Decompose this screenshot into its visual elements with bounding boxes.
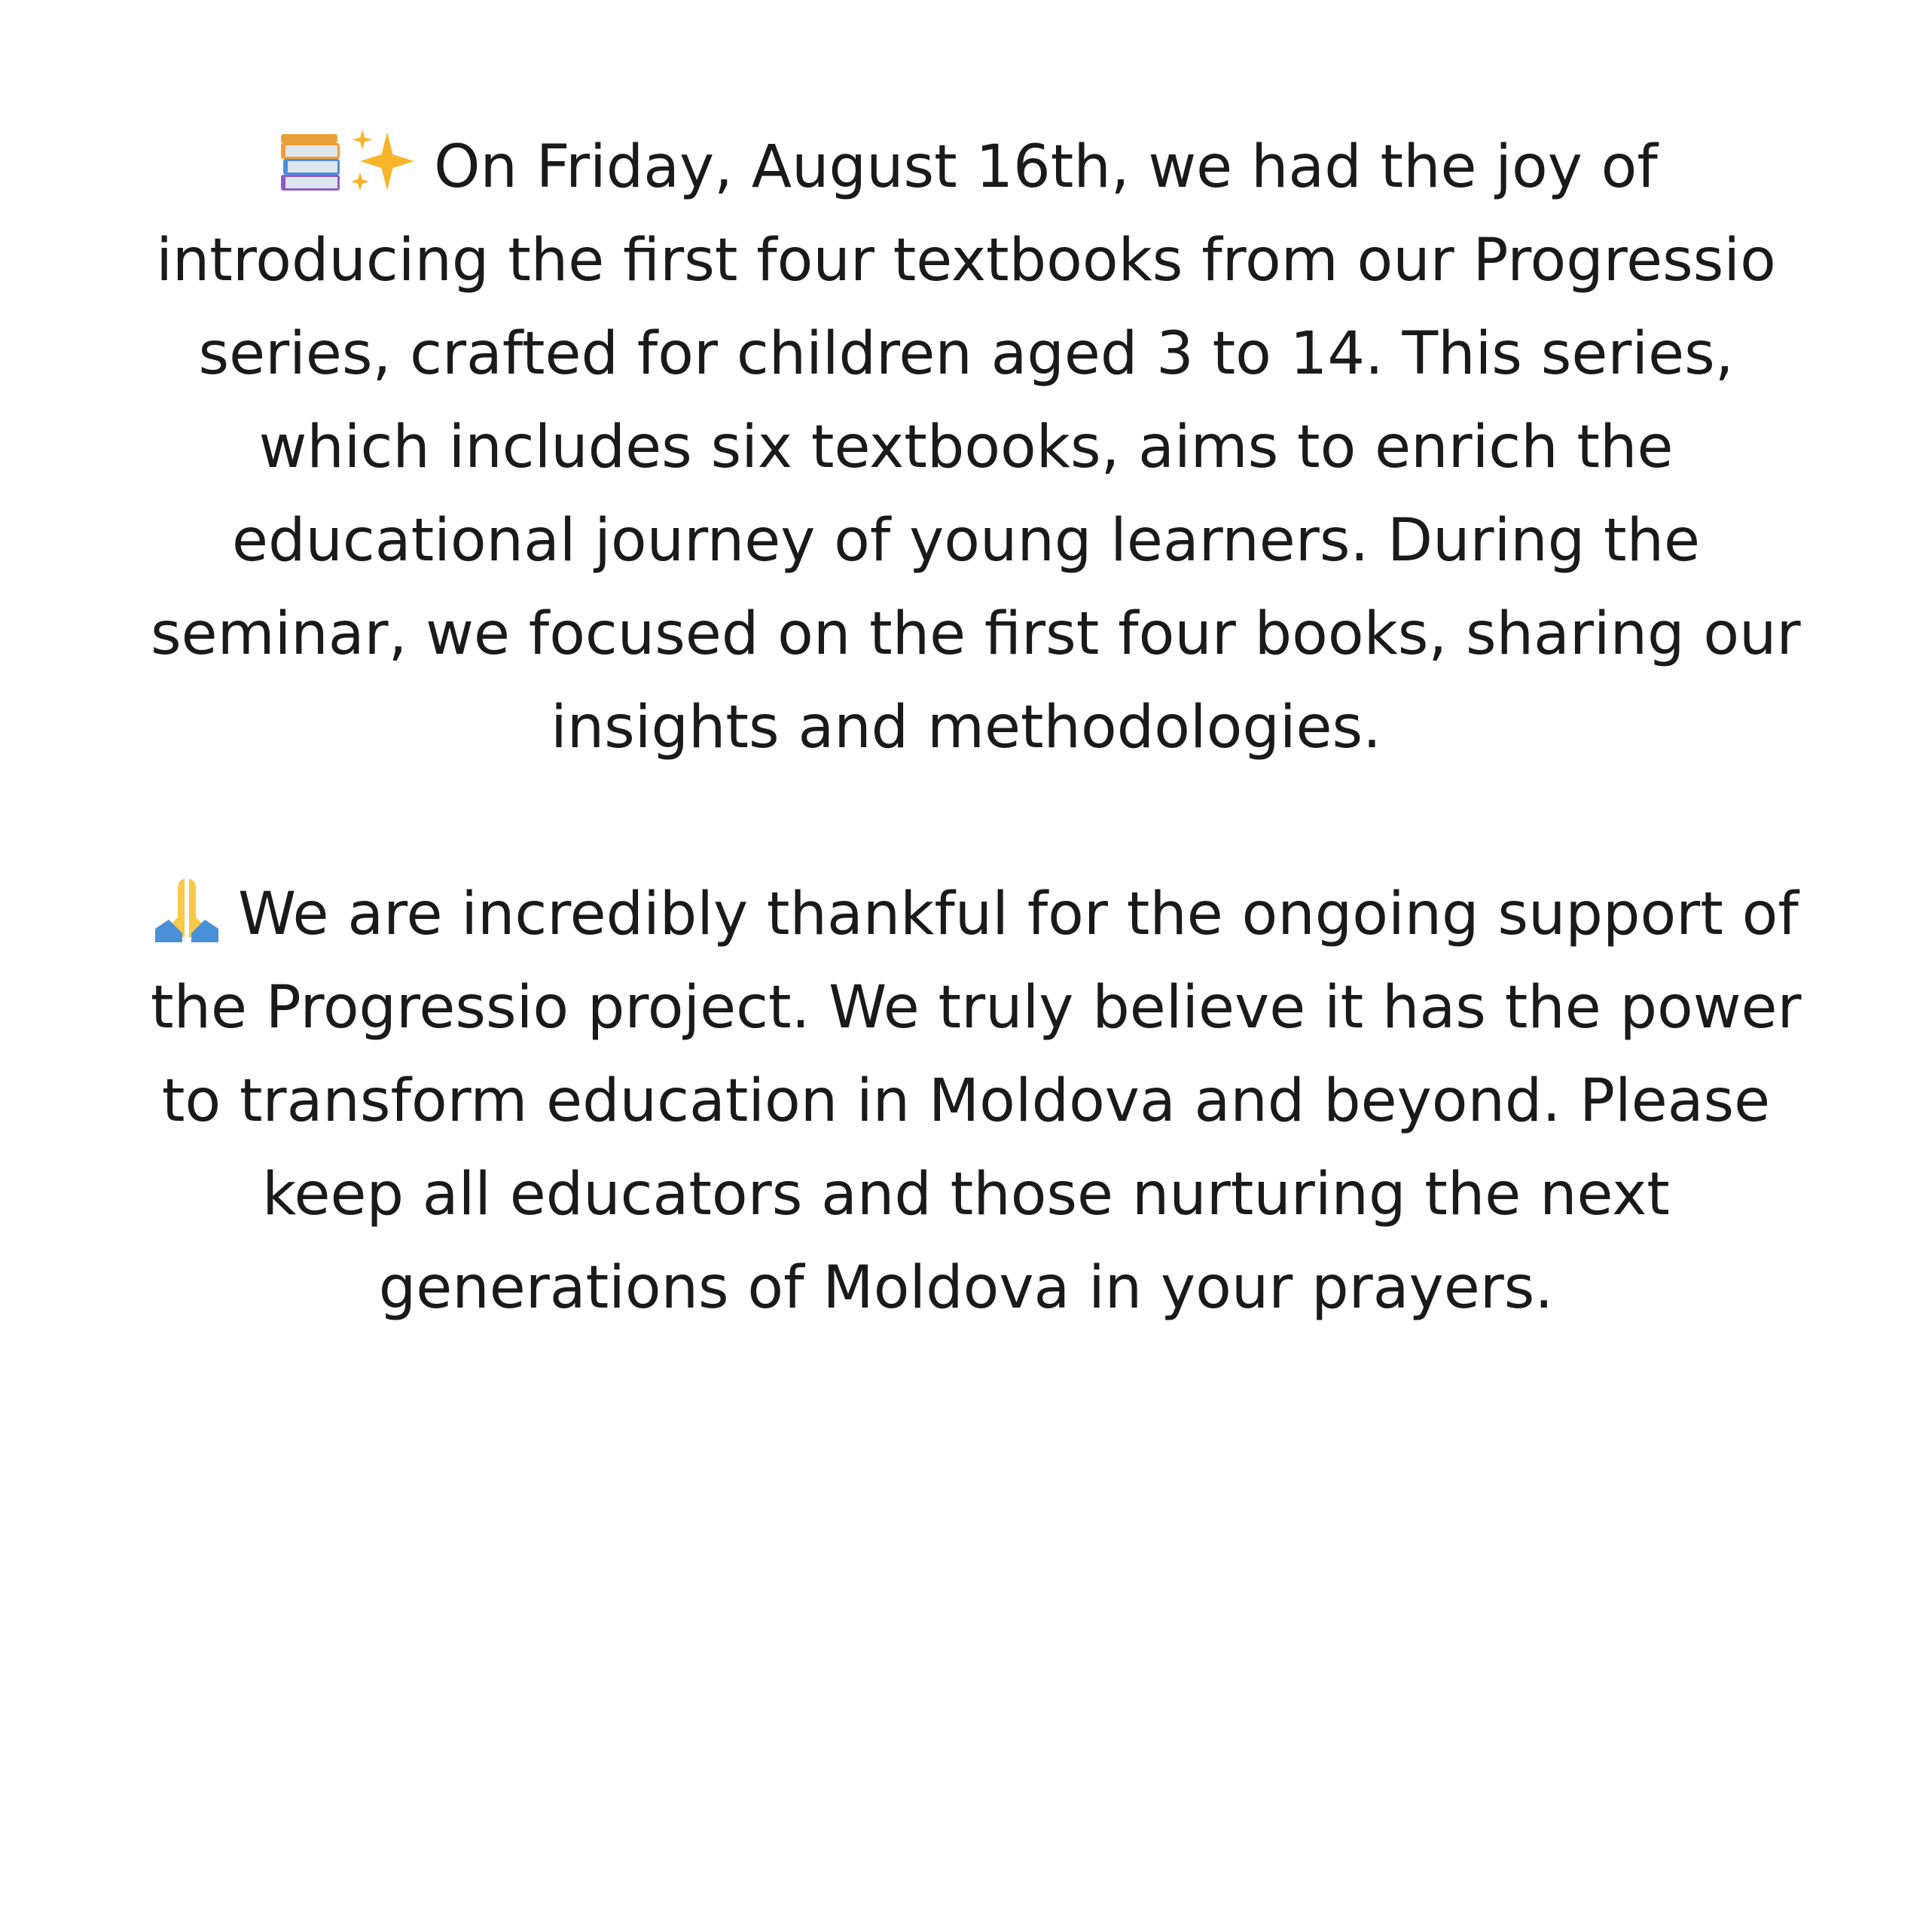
paragraph-thanks [151,868,1802,1335]
text-line: generations of Moldova in your prayers. [378,1254,1554,1322]
text-line: keep all educators and those nurturing the next [262,1161,1670,1228]
text-line: On Friday, August 16th, we had the joy of [151,121,1781,214]
text-line: educational journey of young learners. During the [231,507,1701,575]
text-line: the Progressio project. We truly believe it has the power [151,974,1802,1042]
text-line: We are incredibly thankful for the ongoing support of [151,868,1781,961]
text-line: introducing the first four textbooks from our Progressio [156,227,1776,295]
text-line: to transform education in Moldova and beyond. Please [161,1067,1771,1135]
text-line: series, crafted for children aged 3 to 14. This series, [198,320,1734,388]
sparkles-icon [346,125,419,197]
text-line: which includes six textbooks, aims to enrich the [258,414,1674,481]
post-body [151,121,1802,1335]
paragraph-seminar [151,121,1801,774]
text-line: insights and methodologies. [551,694,1381,762]
praying-hands-icon [151,872,223,945]
text-line: seminar, we focused on the first four books, sharing our [151,600,1801,668]
books-icon [274,125,346,197]
